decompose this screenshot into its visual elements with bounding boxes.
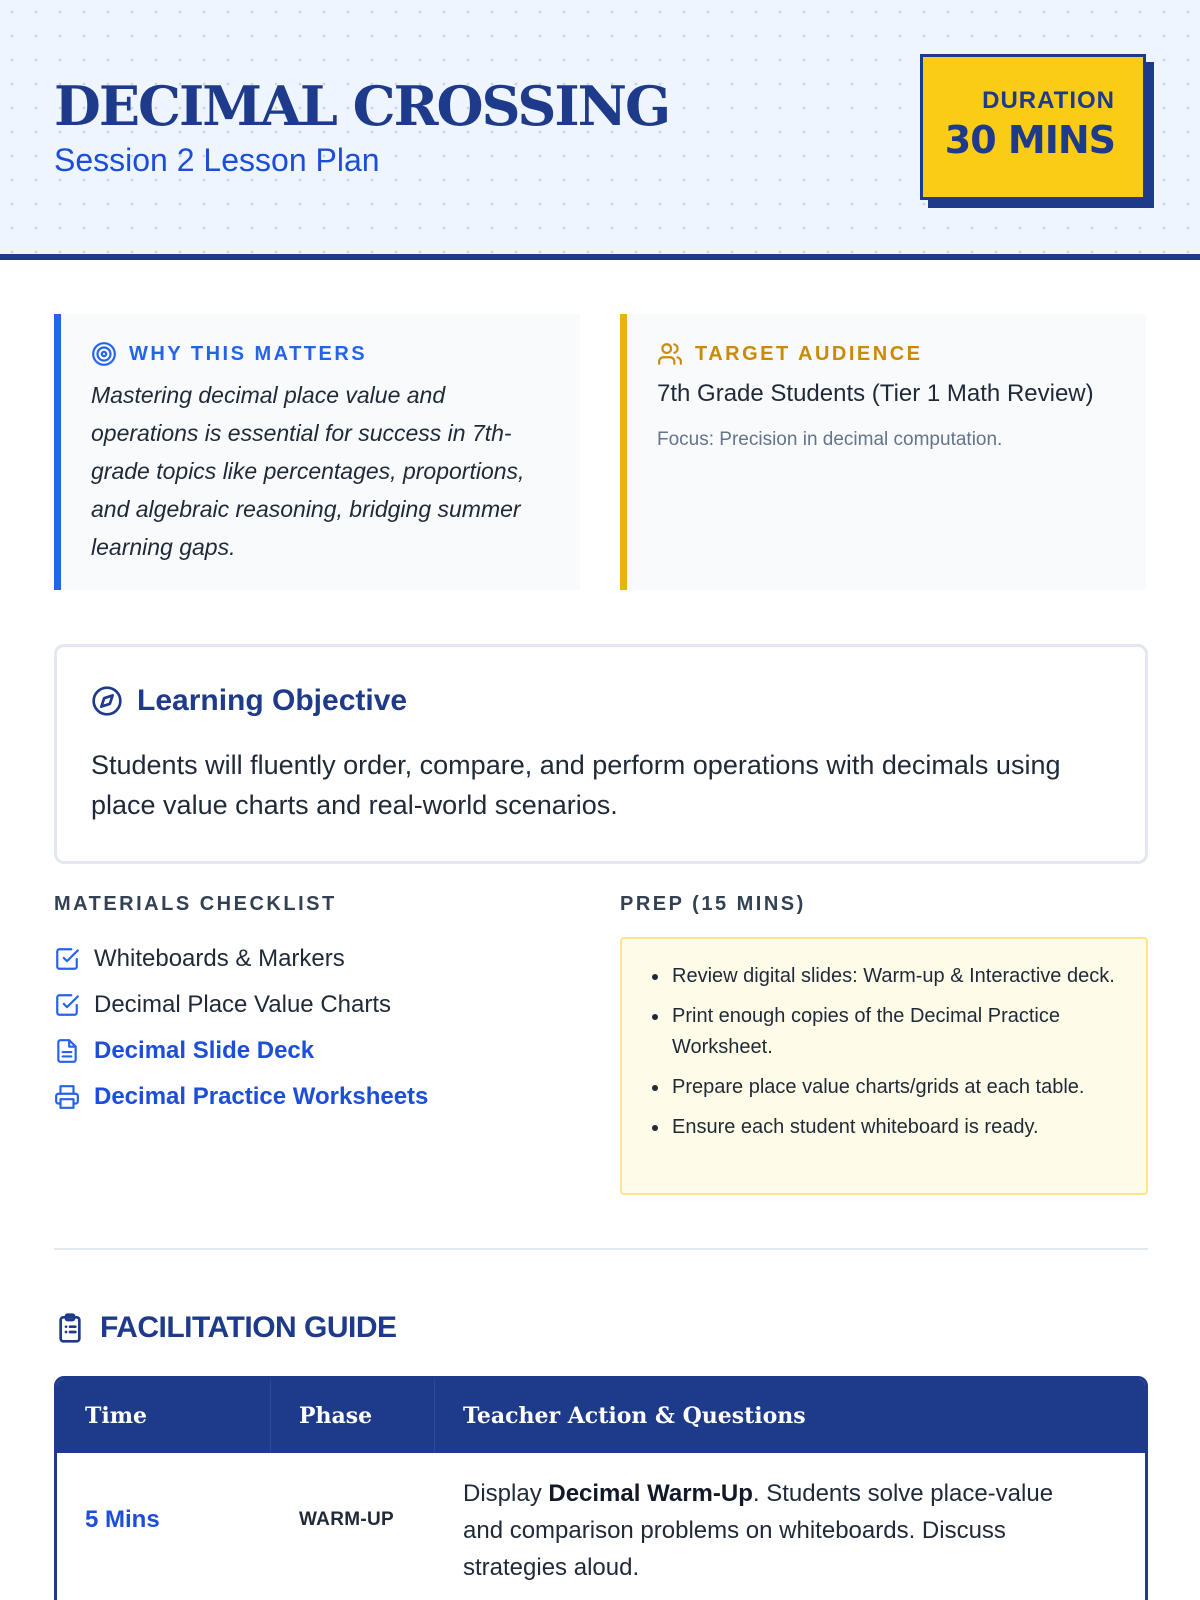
prep-box [620,937,1148,1195]
prep-item: • Review digital slides: Warm-up & Interactive deck. [670,961,1116,992]
row-action [435,1453,1145,1600]
why-text: Mastering decimal place value and operations is essential for success in 7th-grade topics like percentages, proportions, and algebraic reasoning, bridging summer learning gaps. [91,382,525,560]
facilitation-table [54,1376,1148,1600]
compass-icon [91,685,123,717]
action-highlight: Decimal Warm-Up [548,1480,753,1507]
section-divider [54,1248,1148,1250]
prep-list [670,961,1116,1143]
objective-title: Learning Objective [137,684,408,717]
page-title: DECIMAL CROSSING [54,74,670,138]
why-this-matters-card [54,314,580,590]
duration-value: 30 MINS [944,118,1115,162]
material-label: Whiteboards & Markers [94,945,345,972]
header [0,0,1200,260]
checkbox-icon [54,946,80,972]
column-header-action: Teacher Action & Questions [463,1403,806,1429]
prep-title: PREP (15 MINS) [620,893,806,915]
facilitation-title: FACILITATION GUIDE [100,1311,397,1344]
row-phase: WARM-UP [299,1509,394,1530]
column-header-time: Time [57,1379,271,1453]
duration-badge [920,54,1146,200]
prep-item: • Prepare place value charts/grids at each table. [670,1072,1116,1103]
learning-objective-card [54,644,1148,864]
material-link-slide-deck[interactable] [54,1028,574,1074]
prep-item: • Ensure each student whiteboard is ready. [670,1112,1116,1143]
printer-icon [54,1084,80,1110]
material-link-label[interactable]: Decimal Practice Worksheets [94,1083,429,1110]
table-row [57,1453,1145,1600]
facilitation-heading [54,1308,397,1348]
materials-checklist [54,936,574,1120]
materials-title: MATERIALS CHECKLIST [54,893,337,915]
audience-text: 7th Grade Students (Tier 1 Math Review) [657,380,1094,407]
prep-item: • Print enough copies of the Decimal Practice Worksheet. [670,1001,1116,1063]
page-subtitle: Session 2 Lesson Plan [54,142,380,178]
material-item-whiteboards [54,936,574,982]
target-icon [91,341,117,367]
column-header-phase: Phase [271,1379,435,1453]
objective-text: Students will fluently order, compare, and perform operations with decimals using place value charts and real-world scenarios. [91,750,1061,820]
row-time: 5 Mins [85,1506,160,1533]
checkbox-icon [54,992,80,1018]
material-item-place-value-charts [54,982,574,1028]
action-prefix: Display [463,1480,549,1507]
audience-focus: Focus: Precision in decimal computation. [657,429,1003,450]
clipboard-icon [54,1311,86,1345]
material-link-worksheets[interactable] [54,1074,574,1120]
users-icon [657,341,683,367]
audience-title: TARGET AUDIENCE [695,343,923,365]
material-link-label[interactable]: Decimal Slide Deck [94,1037,315,1064]
document-icon [54,1038,80,1064]
material-label: Decimal Place Value Charts [94,991,392,1018]
action-suffix: . Students solve place-value and comparison problems on whiteboards. Discuss strategies aloud. [463,1480,1054,1581]
table-header [57,1379,1145,1453]
target-audience-card [620,314,1146,590]
why-title: WHY THIS MATTERS [129,343,368,365]
duration-label: DURATION [982,87,1115,114]
